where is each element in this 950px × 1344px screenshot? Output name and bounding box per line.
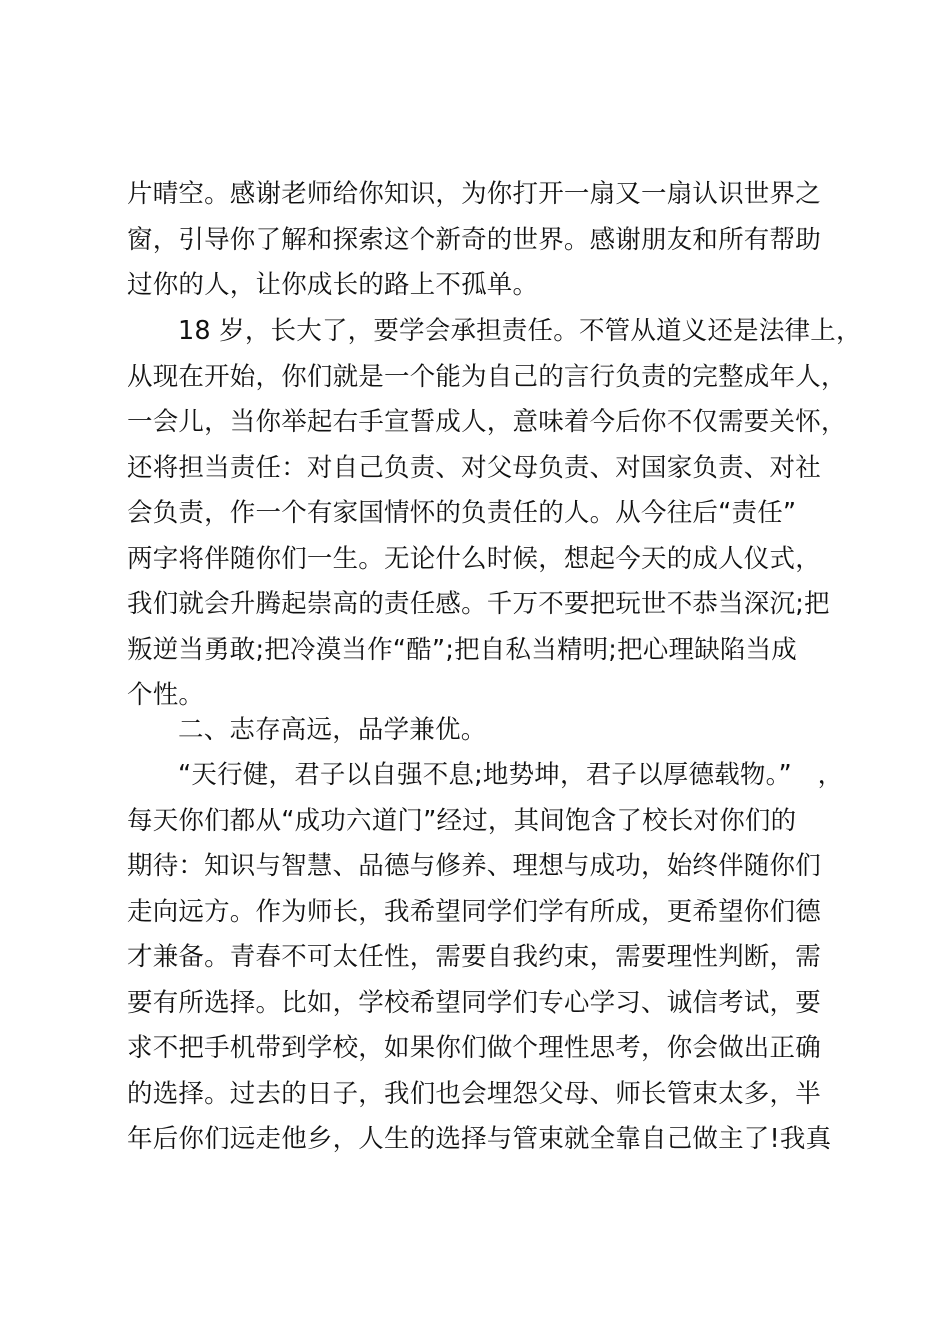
text-line: 叛逆当勇敢;把冷漠当作“酷”;把自私当精明;把心理缺陷当成	[127, 634, 797, 665]
paragraph-aspiration	[127, 753, 844, 1163]
text-line: 每天你们都从“成功六道门”经过，其间饱含了校长对你们的	[127, 805, 797, 836]
text-line: 从现在开始，你们就是一个能为自己的言行负责的完整成年人，	[127, 361, 847, 392]
section-heading	[127, 708, 837, 754]
text-line: 的选择。过去的日子，我们也会埋怨父母、师长管束太多，半	[127, 1078, 821, 1109]
text-line: 两字将伴随你们一生。无论什么时候，想起今天的成人仪式，	[127, 543, 821, 574]
text-line: 个性。	[127, 680, 205, 710]
text-line: 一会儿，当你举起右手宣誓成人，意味着今后你不仅需要关怀，	[127, 407, 847, 437]
text-line: 求不把手机带到学校，如果你们做个理性思考，你会做出正确	[127, 1033, 821, 1063]
text-line: 还将担当责任：对自己负责、对父母负责、对国家负责、对社	[127, 452, 821, 483]
text-line: 窗，引导你了解和探索这个新奇的世界。感谢朋友和所有帮助	[127, 224, 821, 255]
text-line: 才兼备。青春不可太任性，需要自我约束，需要理性判断，需	[127, 942, 821, 972]
text-line: 会负责，作一个有家国情怀的负责任的人。从今往后“责任”	[127, 498, 797, 528]
text-line: 我们就会升腾起崇高的责任感。千万不要把玩世不恭当深沉;把	[127, 589, 830, 619]
text-line: 要有所选择。比如，学校希望同学们专心学习、诚信考试，要	[127, 987, 821, 1018]
text-line: “天行健，君子以自强不息;地势坤，君子以厚德载物。” ，	[178, 760, 844, 790]
text-line: 走向远方。作为师长，我希望同学们学有所成，更希望你们德	[127, 896, 821, 927]
section-heading-text: 二、志存高远，品学兼优。	[178, 715, 487, 745]
text-line: 18 岁，长大了，要学会承担责任。不管从道义还是法律上，	[178, 316, 862, 346]
paragraph-responsibility	[127, 309, 862, 719]
paragraph-gratitude	[127, 172, 837, 309]
text-line: 期待：知识与智慧、品德与修养、理想与成功，始终伴随你们	[127, 851, 821, 881]
text-line: 片晴空。感谢老师给你知识，为你打开一扇又一扇认识世界之	[127, 179, 821, 209]
text-line: 过你的人，让你成长的路上不孤单。	[127, 270, 539, 300]
text-line: 年后你们远走他乡，人生的选择与管束就全靠自己做主了!我真	[127, 1124, 832, 1154]
